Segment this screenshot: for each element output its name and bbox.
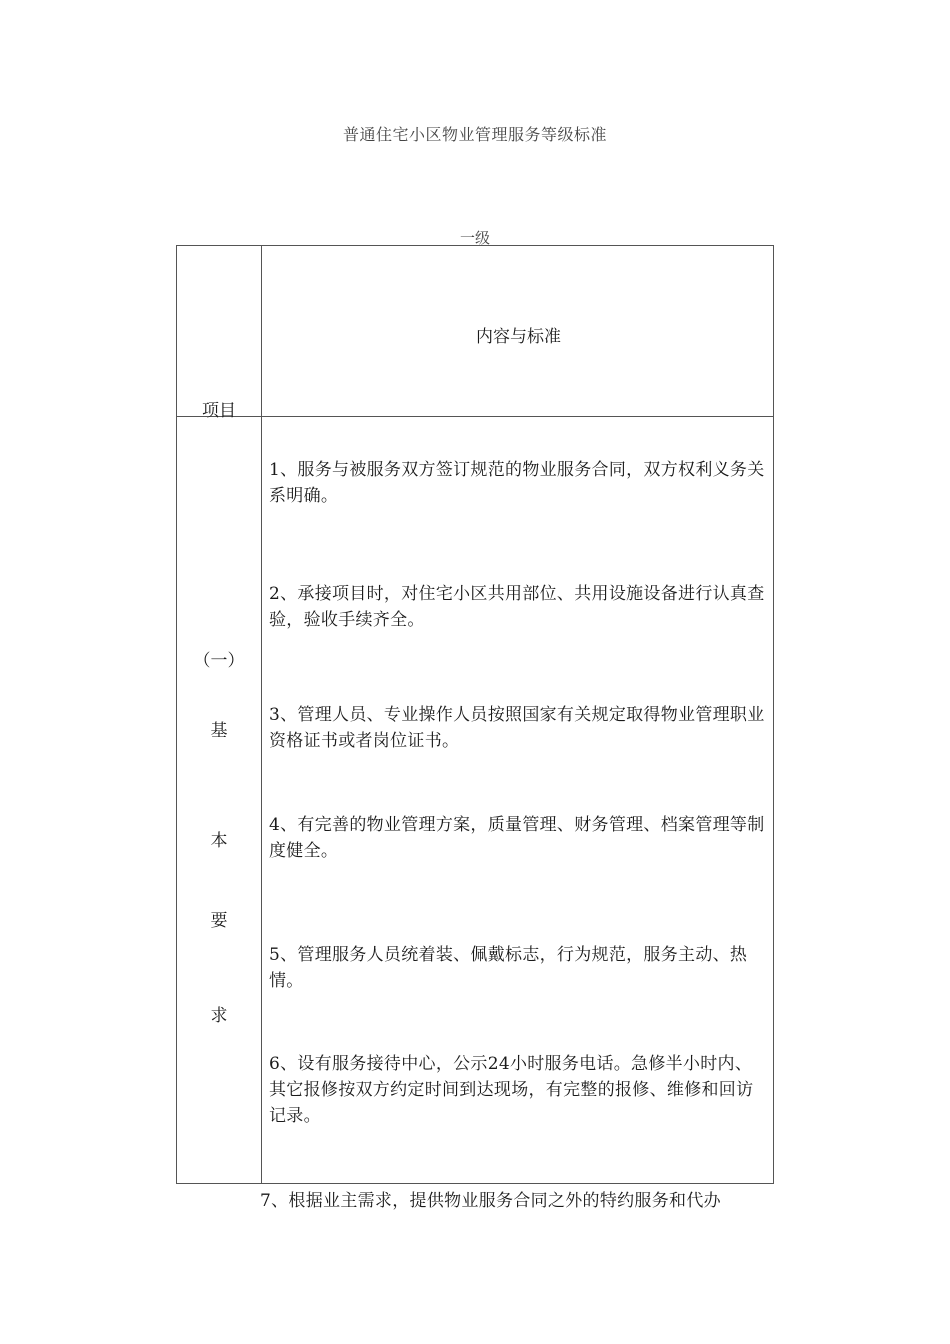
- service-level: 一级: [459, 229, 490, 247]
- standard-item: 6、设有服务接待中心，公示24小时服务电话。急修半小时内、其它报修按双方约定时间到达现场，有完整的报修、维修和回访记录。: [269, 1054, 754, 1126]
- standard-item-continued: 7、根据业主需求，提供物业服务合同之外的特约服务和代办: [260, 1191, 721, 1211]
- header-content-cell: 内容与标准: [476, 327, 561, 347]
- standard-item: 1、服务与被服务双方签订规范的物业服务合同，双方权利义务关系明确。: [269, 460, 765, 506]
- standard-item: 5、管理服务人员统着装、佩戴标志，行为规范，服务主动、热情。: [269, 945, 748, 991]
- section-label-char-4: 求: [210, 1006, 228, 1026]
- section-label-char-2: 本: [210, 831, 228, 851]
- column-divider: [261, 246, 262, 1183]
- standards-table: [176, 245, 774, 1184]
- standard-item: 3、管理人员、专业操作人员按照国家有关规定取得物业管理职业资格证书或者岗位证书。: [269, 705, 765, 751]
- section-label-char-1: 基: [210, 721, 228, 741]
- header-row-divider: [177, 416, 773, 417]
- document-title: 普通住宅小区物业管理服务等级标准: [342, 125, 607, 144]
- header-item-cell: 项目: [202, 401, 236, 421]
- standard-item: 4、有完善的物业管理方案，质量管理、财务管理、档案管理等制度健全。: [269, 815, 765, 861]
- section-label-char-3: 要: [210, 911, 228, 931]
- standard-item: 2、承接项目时，对住宅小区共用部位、共用设施设备进行认真查验，验收手续齐全。: [269, 584, 765, 630]
- section-label-number: （一）: [193, 651, 245, 671]
